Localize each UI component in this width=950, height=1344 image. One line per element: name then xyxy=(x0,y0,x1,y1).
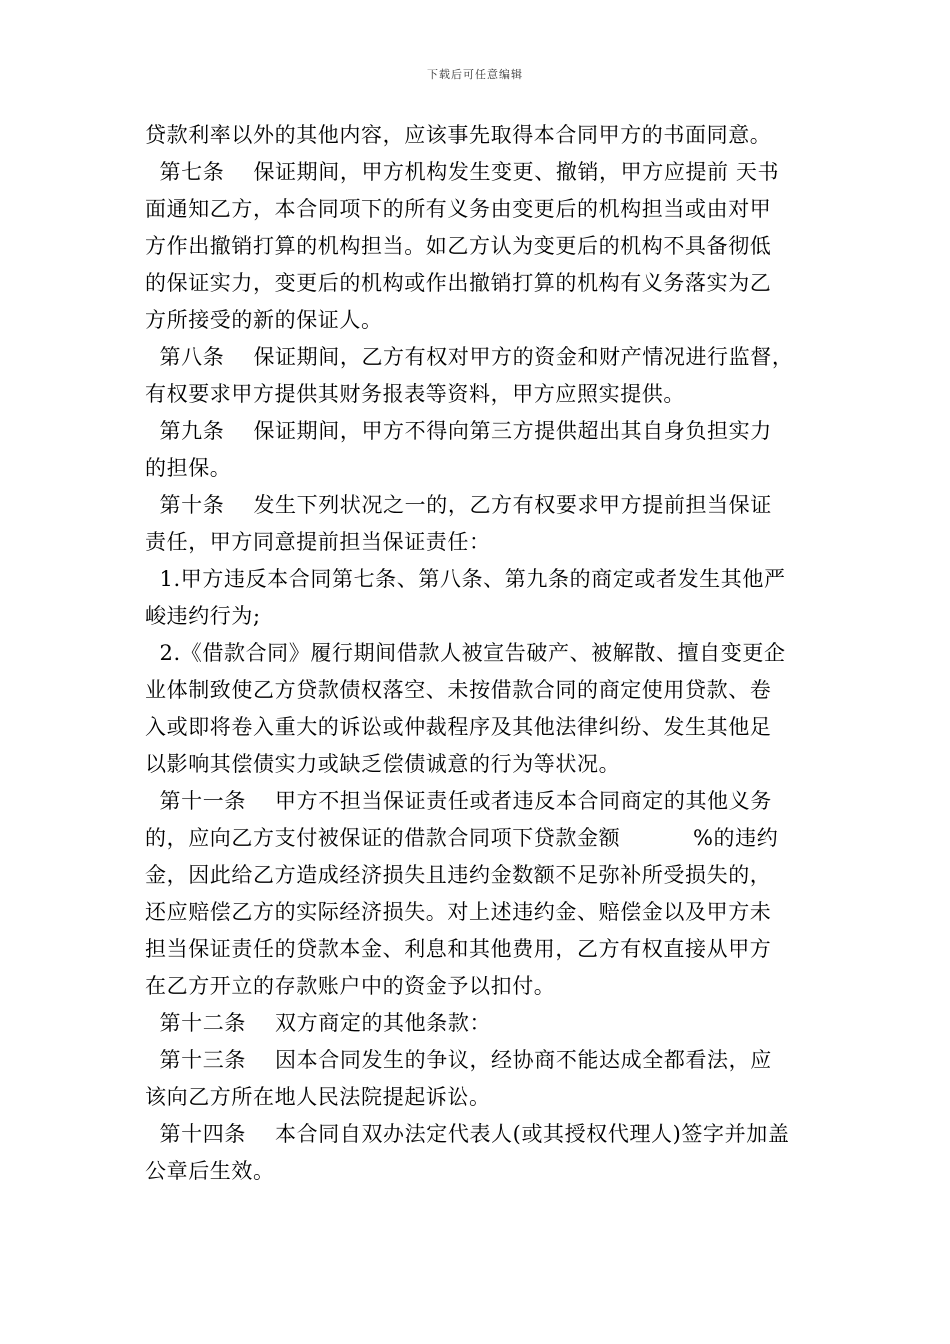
text-line: 方作出撤销打算的机构担当。如乙方认为变更后的机构不具备彻低 xyxy=(145,234,772,258)
text-line: 以影响其偿债实力或缺乏偿债诚意的行为等状况。 xyxy=(145,752,621,776)
text-line: 该向乙方所在地人民法院提起诉讼。 xyxy=(145,1085,491,1109)
text-line: 金，因此给乙方造成经济损失且违约金数额不足弥补所受损失的， xyxy=(145,863,772,887)
page-header: 下载后可任意编辑 xyxy=(427,68,523,81)
text-line: 有权要求甲方提供其财务报表等资料，甲方应照实提供。 xyxy=(145,382,685,406)
text-line: 第八条 保证期间，乙方有权对甲方的资金和财产情况进行监督， xyxy=(145,345,794,369)
text-line: 峻违约行为; xyxy=(145,604,261,628)
text-line: 第九条 保证期间，甲方不得向第三方提供超出其自身负担实力 xyxy=(145,419,772,443)
text-line: 还应赔偿乙方的实际经济损失。对上述违约金、赔偿金以及甲方未 xyxy=(145,900,772,924)
text-line: 1.甲方违反本合同第七条、第八条、第九条的商定或者发生其他严 xyxy=(145,567,786,591)
text-line: 第十三条 因本合同发生的争议，经协商不能达成全都看法，应 xyxy=(145,1048,772,1072)
text-line: 的担保。 xyxy=(145,456,232,480)
text-line: 第七条 保证期间，甲方机构发生变更、撤销，甲方应提前 天书 xyxy=(145,160,780,184)
text-line: 面通知乙方，本合同项下的所有义务由变更后的机构担当或由对甲 xyxy=(145,197,772,221)
text-line: 贷款利率以外的其他内容，应该事先取得本合同甲方的书面同意。 xyxy=(145,123,772,147)
text-line: 的保证实力，变更后的机构或作出撤销打算的机构有义务落实为乙 xyxy=(145,271,772,295)
text-line: 在乙方开立的存款账户中的资金予以扣付。 xyxy=(145,974,556,998)
text-line: 担当保证责任的贷款本金、利息和其他费用，乙方有权直接从甲方 xyxy=(145,937,772,961)
text-line: 第十一条 甲方不担当保证责任或者违反本合同商定的其他义务 xyxy=(145,789,772,813)
text-line: 责任，甲方同意提前担当保证责任： xyxy=(145,530,491,554)
text-line: 第十条 发生下列状况之一的，乙方有权要求甲方提前担当保证 xyxy=(145,493,772,517)
text-line: 第十四条 本合同自双办法定代表人(或其授权代理人)签字并加盖 xyxy=(145,1122,790,1146)
text-line: 第十二条 双方商定的其他条款： xyxy=(145,1011,492,1035)
text-line: 的，应向乙方支付被保证的借款合同项下贷款金额 %的违约 xyxy=(145,826,779,850)
text-line: 入或即将卷入重大的诉讼或仲裁程序及其他法律纠纷、发生其他足 xyxy=(145,715,772,739)
text-line: 业体制致使乙方贷款债权落空、未按借款合同的商定使用贷款、卷 xyxy=(145,678,772,702)
document-body xyxy=(145,117,815,1190)
text-line: 方所接受的新的保证人。 xyxy=(145,308,383,332)
text-line: 2.《借款合同》履行期间借款人被宣告破产、被解散、擅自变更企 xyxy=(145,641,786,665)
text-line: 公章后生效。 xyxy=(145,1159,275,1183)
